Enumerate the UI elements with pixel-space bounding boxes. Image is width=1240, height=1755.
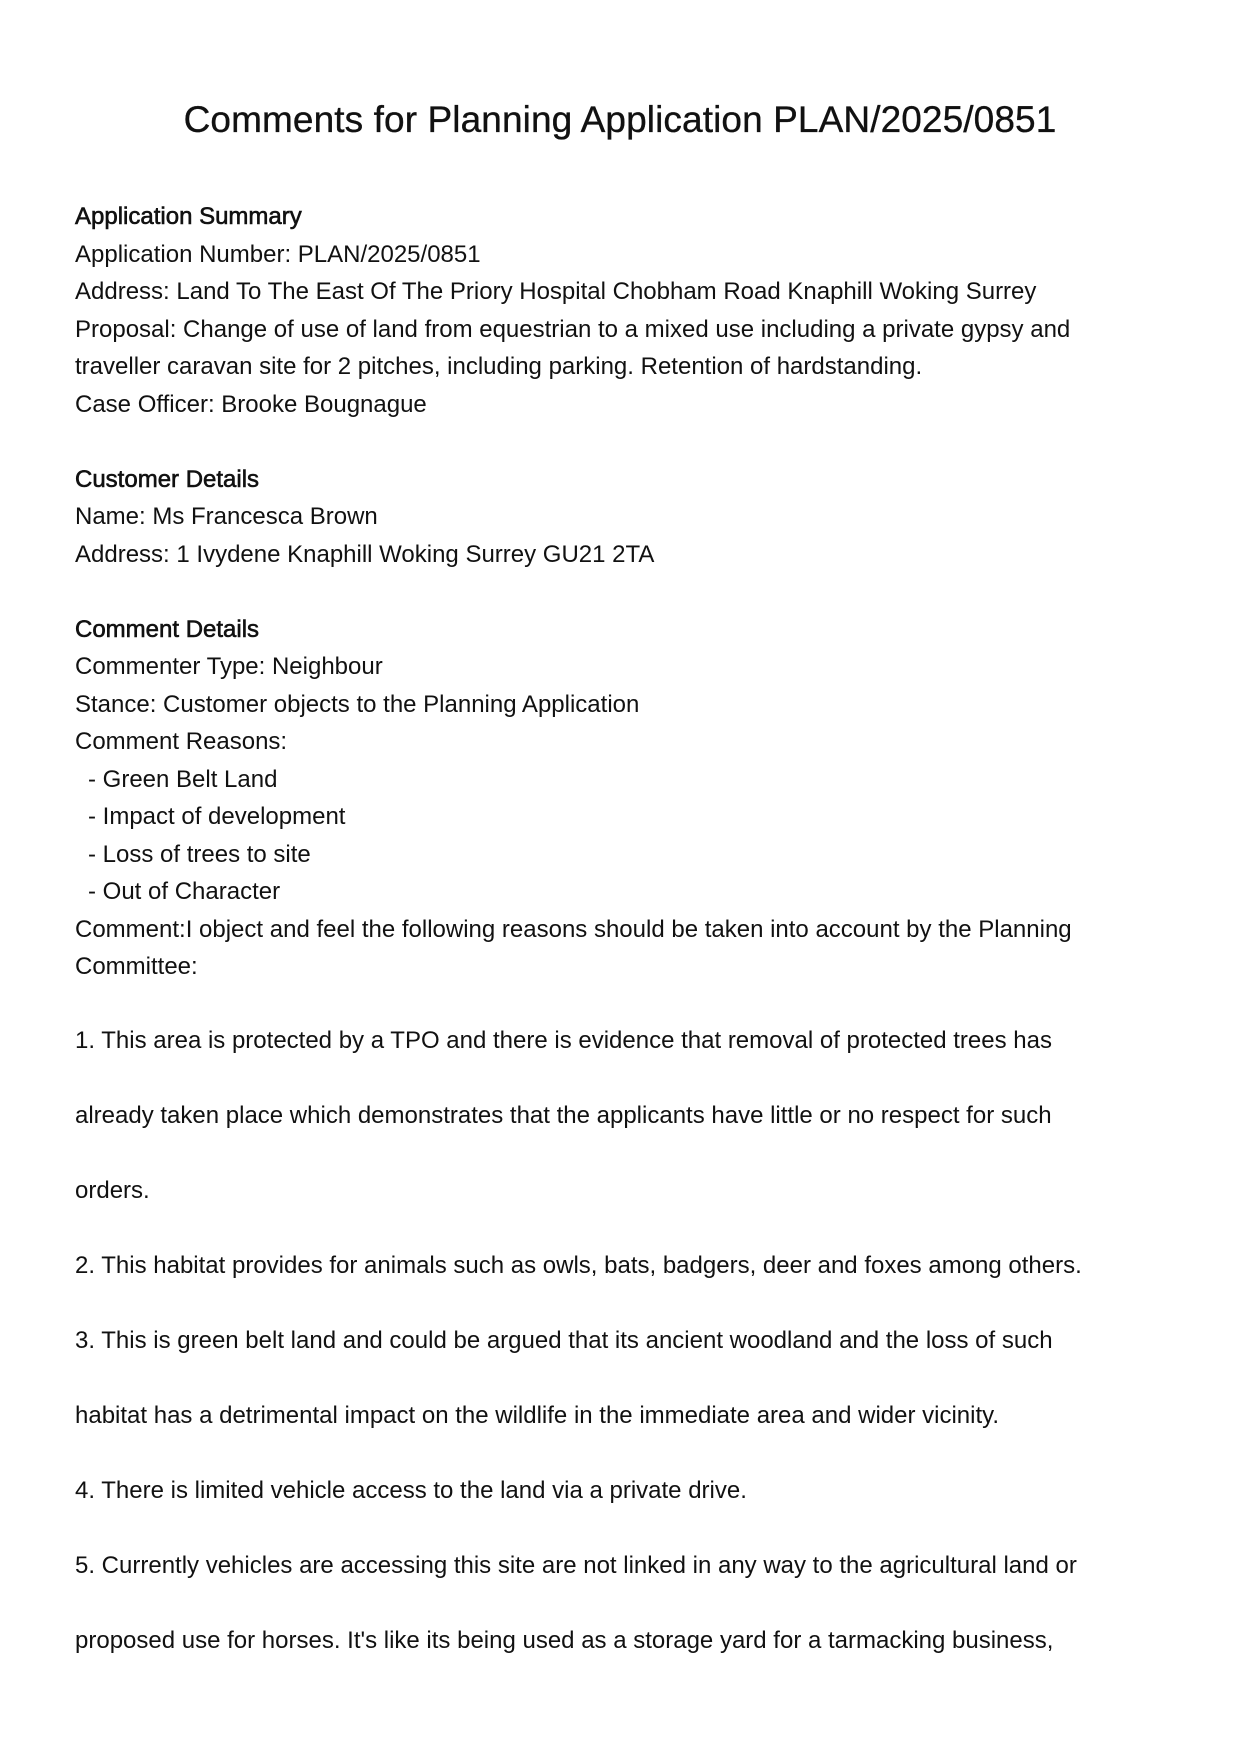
customer-details-heading: Customer Details bbox=[75, 465, 260, 493]
comment-reasons-label: Comment Reasons: bbox=[75, 728, 288, 755]
customer-details-section bbox=[75, 461, 1135, 574]
comment-reason-item: - Out of Character bbox=[88, 878, 281, 905]
case-officer: Case Officer: Brooke Bougnague bbox=[75, 390, 427, 418]
comment-intro-line-2: Committee: bbox=[75, 953, 198, 980]
application-summary-section bbox=[75, 198, 1135, 423]
comment-intro-line-1: Comment:I object and feel the following reasons should be taken into account by the Planning bbox=[75, 915, 1072, 943]
comment-reason-item: - Green Belt Land bbox=[88, 765, 278, 793]
comment-text-line: 1. This area is protected by a TPO and there is evidence that removal of protected trees has bbox=[75, 1027, 1052, 1054]
comment-text-line: 3. This is green belt land and could be argued that its ancient woodland and the loss of such bbox=[75, 1327, 1053, 1354]
comment-text-line: habitat has a detrimental impact on the wildlife in the immediate area and wider vicinity. bbox=[75, 1402, 1000, 1429]
comment-text-line: 5. Currently vehicles are accessing this site are not linked in any way to the agricultural land or bbox=[75, 1552, 1077, 1579]
page-title: Comments for Planning Application PLAN/2025/0851 bbox=[183, 99, 1057, 140]
document-body bbox=[75, 198, 1135, 986]
application-address: Address: Land To The East Of The Priory Hospital Chobham Road Knaphill Woking Surrey bbox=[75, 278, 1037, 305]
customer-address: Address: 1 Ivydene Knaphill Woking Surrey GU21 2TA bbox=[75, 540, 655, 568]
application-number: Application Number: PLAN/2025/0851 bbox=[75, 240, 481, 268]
comment-reason-item: - Loss of trees to site bbox=[88, 840, 311, 868]
customer-name: Name: Ms Francesca Brown bbox=[75, 503, 378, 530]
proposal-line-2: traveller caravan site for 2 pitches, including parking. Retention of hardstanding. bbox=[75, 353, 923, 380]
commenter-type: Commenter Type: Neighbour bbox=[75, 653, 383, 680]
comment-details-heading: Comment Details bbox=[75, 615, 260, 643]
comment-details-section bbox=[75, 611, 1135, 986]
proposal-line-1: Proposal: Change of use of land from equestrian to a mixed use including a private gypsy and bbox=[75, 315, 1071, 343]
comment-text-body bbox=[75, 1022, 1155, 1697]
comment-text-line: proposed use for horses. It's like its being used as a storage yard for a tarmacking business, bbox=[75, 1627, 1054, 1654]
section-spacer bbox=[75, 573, 1135, 611]
application-summary-heading: Application Summary bbox=[75, 203, 302, 230]
comment-text-line: 2. This habitat provides for animals such as owls, bats, badgers, deer and foxes among others. bbox=[75, 1252, 1082, 1279]
comment-reason-item: - Impact of development bbox=[88, 803, 346, 830]
section-spacer bbox=[75, 423, 1135, 461]
comment-text-line: orders. bbox=[75, 1177, 150, 1204]
stance: Stance: Customer objects to the Planning Application bbox=[75, 690, 640, 718]
comment-text-line: already taken place which demonstrates that the applicants have little or no respect for such bbox=[75, 1102, 1052, 1129]
comment-text-line: 4. There is limited vehicle access to the land via a private drive. bbox=[75, 1477, 747, 1504]
